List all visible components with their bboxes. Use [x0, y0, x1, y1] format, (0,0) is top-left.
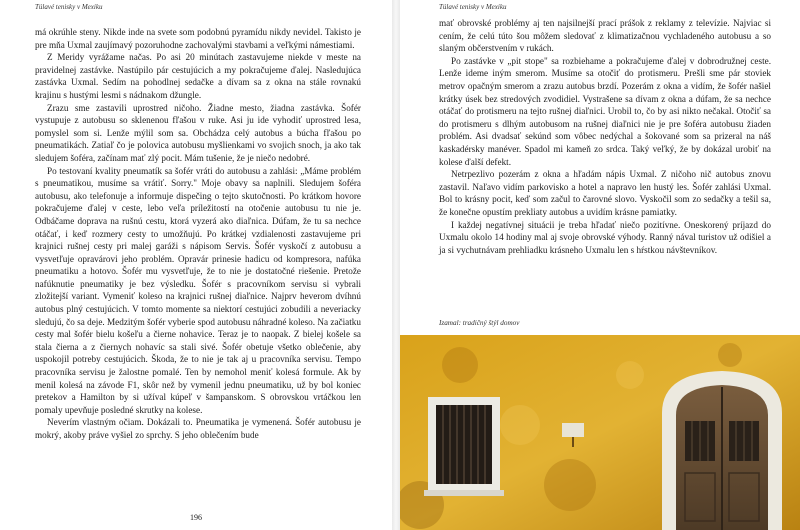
yellow-house-illustration	[400, 335, 800, 530]
paragraph: Po testovaní kvality pneumatík sa šofér vráti do autobusu a zahlási: „Máme problém s pneumatikou, musíme sa vrátiť. Sorry." Moje obavy sa naplnili. Sledujem šoféra autobusu, ako telefonuje a informuje dispečing o tejto skutočnosti. Po krátkom hovore pokračujeme ďalej v ceste, lebo veľa príležitostí na otočenie autobusu tu nie je. Odbáčame doprava na rušnú cestu, ktorá vyzerá ako diaľnica. Dúfam, že tu sa nechce otáčať, i keď rozmery cesty to umožňujú. Po krátkej vzdialenosti zastavujeme pri krajnici rušnej cesty pri malej garáži s nápisom Servis. Šofér vyskočí z autobusu a vysvetľuje opravárovi jeho problém. Opravár prinesie hadicu od kompresora, nafúka pneumatiku a hotovo. Šofér mu vysvetľuje, že to nie je dostatočné riešenie. Pretože nafúknutie pneumatiky je bez výsledku. Šofér s pracovníkom servisu si vybrali zložitejší variant. Vymeniť koleso na krajnici rušnej diaľnice. Najprv heverom dvíhnú autobus plný cestujúcich. V tomto momente sa niektorí cestujúci zobudili a neveriacky sledujú, čo sa deje. Medzitým šofér vyberie spod autobusu náhradné koleso. Na začiatku cesty mal šofér bielu košeľu a čierne nohavice. Teraz je to naopak. Z bielej košele sa stala čierna a z čiernych nohavíc sa stali sivé. Šofér obetuje všetko oblečenie, aby uspokojil potreby cestujúcich. Škoda, že to nie je tak aj u pracovníka servisu. Tempo pracovníka servisu je žalostne pomalé. Ten by nemohol meniť kolesá formule. Ak by menil kolesá na závode F1, skôr než by vymenil jednu pneumatiku, už by bol koniec pretekov a Hamilton by si užíval kúpeľ v šampanskom. S obrovskou vrtáčkou len pomaly upevňuje posledné skrutky na kolese.	[35, 165, 361, 415]
right-text-column	[439, 17, 771, 256]
paragraph: Netrpezlivo pozerám z okna a hľadám nápis Uxmal. Z ničoho nič autobus znovu zastavil. Naľavo vidím parkovisko a hotel a napravo len hustý les. Šofér zahlási Uxmal. Bol to krásny pocit, keď som začul to čarovné slovo. Vyskočil som zo sedačky a tešil sa, že konečne opustím prekliaty autobus a uvidím krásne pamiatky.	[439, 169, 771, 217]
running-header-right: Túlavé tenisky v Mexiku	[439, 3, 507, 11]
wall-plaque	[562, 423, 584, 437]
page-number: 196	[190, 513, 202, 522]
paragraph: Z Meridy vyrážame načas. Po asi 20 minútach zastavujeme niekde v meste na pravidelnej zastávke. Nastúpilo pár cestujúcich a my pokračujeme ďalej. Nasledujúca zastávka Uxmal. Sedím na pohodlnej sedačke a dívam sa z okna na stále rovnakú krajinu s hustými lesmi s nádnakom džungle.	[35, 52, 361, 100]
photo-caption: Izamal: tradičný štýl domov	[439, 319, 520, 327]
photo-yellow-house-wall	[400, 335, 800, 530]
book-gutter	[392, 0, 400, 530]
window	[424, 397, 504, 496]
left-text-column	[35, 26, 361, 442]
paragraph: Po zastávke v „pit stope" sa rozbiehame a pokračujeme ďalej v dobrodružnej ceste. Lenže ideme iným smerom. Musíme sa otočiť do protismeru. Prešli sme pár stoviek metrov opačným smerom a zrazu autobus brzdí. Pozerám z okna a vidím, že šofér našiel krátky úsek bez stredových zvodidiel. Vystrašene sa dívam z okna a dúfam, že sa nechce otáčať do protismeru na tejto rušnej diaľnici. Urobil to, čo by asi nikto nečakal. Otočiť sa do protismeru s dlhým autobusom na rušnej diaľnici nie je pre šoféra autobusu žiaden problém. Asi dvadsať sekúnd som vôbec nedýchal a šokované som sa prizeral na náš kaskadérsky manéver. Spadol mi kameň zo srdca. Taký veľký, že by dokázal urobiť na kolese ďalší defekt.	[439, 55, 771, 167]
left-page	[0, 0, 392, 530]
paragraph: má okrúhle steny. Nikde inde na svete som podobnú pyramídu nikdy nevidel. Takisto je pre mňa Uxmal zaujímavý pozoruhodne zachovalými stavbami a veľkými námestiami.	[35, 27, 361, 50]
paragraph: mať obrovské problémy aj ten najsilnejší prací prášok z reklamy z televízie. Najviac si cením, že celú túto šou môžem sledovať z klimatizačnou vychladeného autobusu a so slaným občerstvením v rukách.	[439, 18, 771, 54]
running-header-left: Túlavé tenisky v Mexiku	[35, 3, 103, 11]
paragraph: Zrazu sme zastavili uprostred ničoho. Žiadne mesto, žiadna zastávka. Šofér vystupuje z autobusu so sklenenou fľašou v ruke. Asi ju ide vyhodiť uprostred lesa, pomyslel som si. Lenže mýlil som sa. Obchádza celý autobus a búcha fľašou po pneumatikách. Zatiaľ čo je polovica autobusu myšlienkami vo svojich snoch, ja ako tak sledujem šoféra, začínam mať zlý pocit. Mám tušenie, že je niečo nedobré.	[35, 102, 361, 163]
paragraph: I každej negatívnej situácii je treba hľadať niečo pozitívne. Oneskorený príjazd do Uxmalu okolo 14 hodiny mal aj svoje obrovské výhody. Ranný nával turistov už odišiel a ja si vychutnávam prehliadku krásneho Uxmalu len s hŕstkou návštevníkov.	[439, 219, 771, 255]
arched-doorway	[662, 371, 782, 530]
paragraph: Neverím vlastným očiam. Dokázali to. Pneumatika je vymenená. Šofér autobusu je mokrý, akoby práve vyšiel zo sprchy. S jeho oblečením bude	[35, 417, 361, 440]
